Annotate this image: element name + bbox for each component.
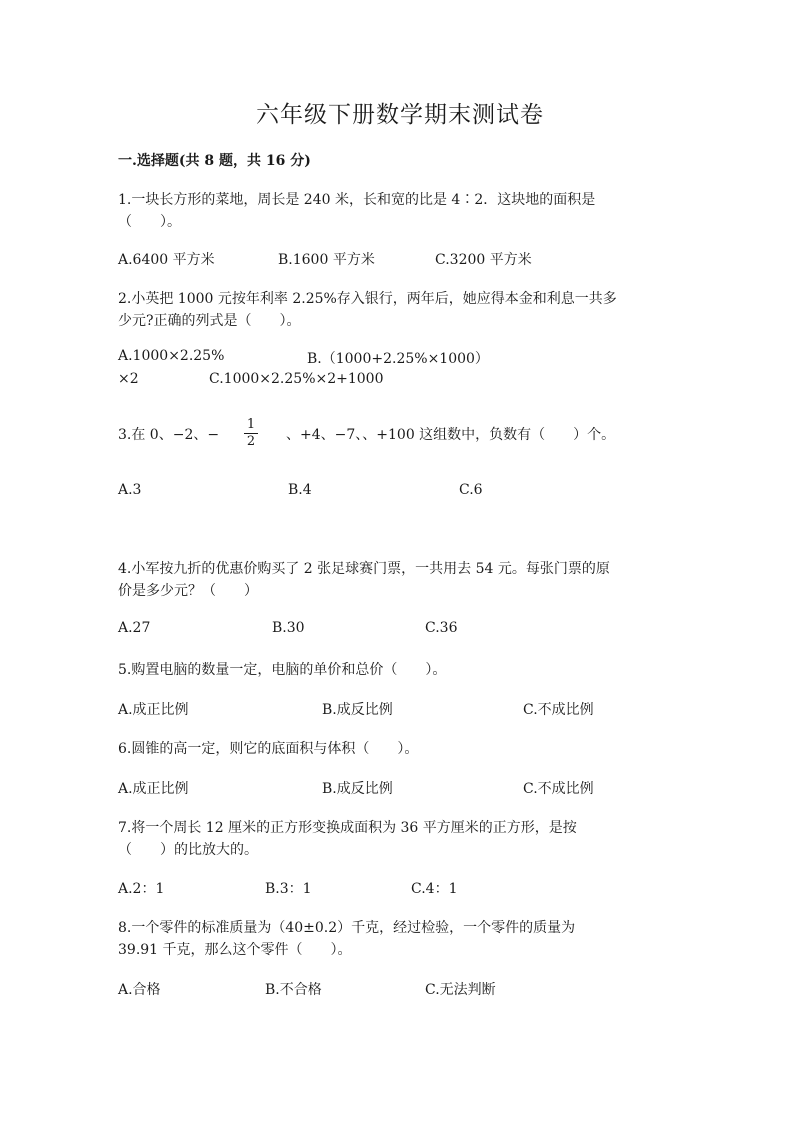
question-8-line-1: 8.一个零件的标准质量为（40±0.2）千克，经过检验，一个零件的质量为: [118, 920, 576, 936]
question-8-option-b: B.不合格: [265, 982, 322, 998]
question-1-line-1: 1.一块长方形的菜地，周长是 240 米，长和宽的比是 4∶2．这块地的面积是: [118, 192, 596, 208]
question-8-option-a: A.合格: [118, 982, 161, 998]
question-1-line-2: （ ）。: [118, 214, 181, 230]
question-2-line-1: 2.小英把 1000 元按年利率 2.25%存入银行，两年后，她应得本金和利息一共多: [118, 291, 617, 307]
question-2-line-2: 少元?正确的列式是（ ）。: [118, 313, 301, 329]
question-2-option-b-continued: ×2: [118, 371, 139, 387]
fraction-one-half: [244, 418, 258, 449]
question-7-option-c: C.4：1: [411, 881, 458, 897]
fraction-numerator: 1: [246, 417, 256, 432]
question-6-line-1: 6.圆锥的高一定，则它的底面积与体积（ ）。: [118, 741, 419, 757]
question-3-text-start: 3.在 0、−2、−: [118, 427, 220, 443]
question-7-line-2: （ ）的比放大的。: [118, 842, 258, 858]
question-6-option-c: C.不成比例: [523, 781, 594, 797]
question-2-option-b: B.（1000+2.25%×1000）: [307, 351, 489, 367]
question-2-option-a: A.1000×2.25%: [118, 348, 225, 364]
question-3-option-b: B.4: [288, 482, 312, 498]
question-7-option-a: A.2：1: [118, 881, 165, 897]
question-6-option-a: A.成正比例: [118, 781, 189, 797]
question-8-line-2: 39.91 千克，那么这个零件（ ）。: [118, 942, 352, 958]
question-5-option-a: A.成正比例: [118, 702, 189, 718]
question-4-option-b: B.30: [272, 620, 305, 636]
question-6-option-b: B.成反比例: [322, 781, 393, 797]
question-7-option-b: B.3：1: [265, 881, 312, 897]
question-2-option-c: C.1000×2.25%×2+1000: [209, 371, 384, 387]
section-heading: 一.选择题(共 8 题，共 16 分): [118, 153, 311, 169]
question-5-option-c: C.不成比例: [523, 702, 594, 718]
question-1-option-b: B.1600 平方米: [278, 252, 375, 268]
question-3-option-a: A.3: [118, 482, 142, 498]
question-4-line-1: 4.小军按九折的优惠价购买了 2 张足球赛门票，一共用去 54 元。每张门票的原: [118, 561, 610, 577]
question-7-line-1: 7.将一个周长 12 厘米的正方形变换成面积为 36 平方厘米的正方形，是按: [118, 820, 577, 836]
page-title: 六年级下册数学期末测试卷: [256, 102, 544, 128]
question-3-option-c: C.6: [459, 482, 483, 498]
question-1-option-c: C.3200 平方米: [435, 252, 532, 268]
question-1-option-a: A.6400 平方米: [118, 252, 215, 268]
question-4-option-a: A.27: [118, 620, 151, 636]
question-5-line-1: 5.购置电脑的数量一定，电脑的单价和总价（ ）。: [118, 662, 447, 678]
question-3-text-end: 、+4、−7、、+100 这组数中，负数有（ ）个。: [286, 427, 616, 443]
question-4-option-c: C.36: [425, 620, 458, 636]
question-8-option-c: C.无法判断: [425, 982, 496, 998]
question-4-line-2: 价是多少元？（ ）: [118, 583, 258, 599]
question-5-option-b: B.成反比例: [322, 702, 393, 718]
fraction-denominator: 2: [246, 434, 256, 449]
